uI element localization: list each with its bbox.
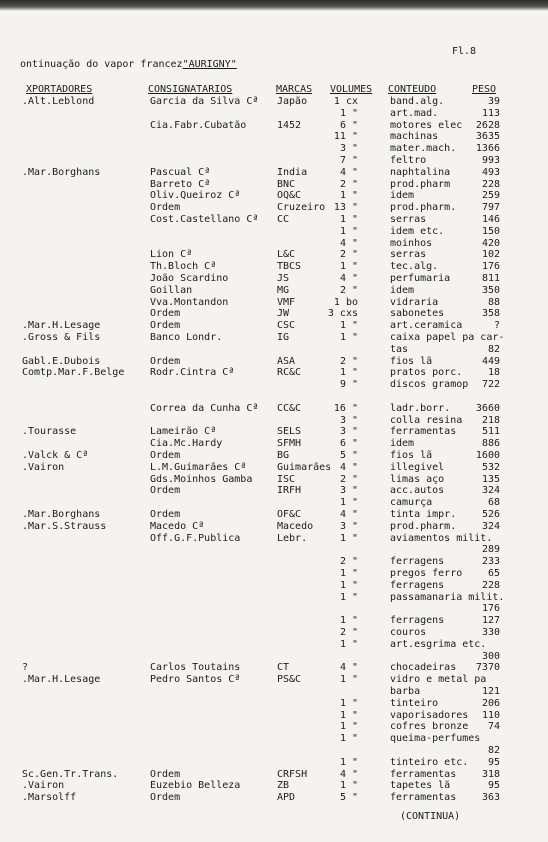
cell-volumes: 4 " <box>339 768 358 780</box>
cell-peso: 95 <box>487 756 500 768</box>
cell-conteudo: art.ceramica <box>390 320 463 332</box>
cell-volumes: 1 " <box>339 674 358 686</box>
cell-marca: PS&C <box>277 674 302 686</box>
cell-conteudo: moinhos <box>390 237 433 249</box>
cell-marca: 1452 <box>277 119 302 131</box>
continua-note: (CONTINUA) <box>400 811 461 822</box>
cell-conteudo: perfumaria <box>390 273 451 284</box>
cell-marca: IG <box>277 332 290 343</box>
cell-conteudo: vidraria <box>390 296 439 308</box>
cell-volumes: 1 cx <box>333 96 358 107</box>
cell-marca: OF&C <box>277 509 302 520</box>
col-header-exportadores: XPORTADORES <box>26 84 93 95</box>
cell-volumes: 3 " <box>339 414 358 426</box>
col-header-marcas: MARCAS <box>276 84 313 95</box>
cell-consignatario: Rodr.Cintra Cª <box>150 367 235 379</box>
cell-volumes: 1 " <box>339 756 358 768</box>
cell-conteudo: aviamentos milit. <box>390 532 493 544</box>
cell-conteudo: tinteiro <box>390 697 439 709</box>
cell-volumes: 7 " <box>339 155 358 166</box>
cell-peso: 110 <box>481 709 500 721</box>
cell-peso: 176 <box>481 261 500 273</box>
cell-volumes: 2 " <box>339 556 358 568</box>
cell-exportador: .Mar.H.Lesage <box>22 674 101 686</box>
cell-marca: CSC <box>277 320 296 332</box>
cell-consignatario: Th.Bloch Cª <box>150 261 217 273</box>
cell-marca: APD <box>277 792 296 804</box>
cell-volumes: 2 " <box>339 473 358 485</box>
cell-conteudo: feltro <box>390 155 427 166</box>
cell-marca: Lebr. <box>277 532 308 544</box>
cell-peso: 121 <box>481 686 500 697</box>
cell-conteudo: vaporisadores <box>390 709 469 721</box>
cell-exportador: .Vairon <box>22 780 65 792</box>
cell-volumes: 9 " <box>339 379 358 391</box>
cell-conteudo: couros <box>390 627 427 638</box>
cell-volumes: 4 " <box>339 237 358 249</box>
cell-volumes: 1 " <box>339 497 358 509</box>
cell-conteudo: mater.mach. <box>390 143 457 155</box>
cell-marca: MG <box>277 284 290 296</box>
cell-marca: Macedo <box>277 520 314 532</box>
cell-peso: 233 <box>481 556 500 568</box>
cell-conteudo: cofres bronze <box>390 721 469 733</box>
cell-marca: SELS <box>277 426 302 438</box>
cell-conteudo: tec.alg. <box>390 261 439 273</box>
cell-peso: 228 <box>481 579 500 591</box>
cell-volumes: 3 cxs <box>327 308 358 320</box>
cell-conteudo: barba <box>390 686 421 697</box>
cell-consignatario: Ordem <box>150 509 181 520</box>
cell-conteudo: fios lã <box>390 355 433 367</box>
cell-conteudo: band.alg. <box>390 96 445 107</box>
cell-peso: 206 <box>481 697 500 709</box>
cell-volumes: 16 " <box>333 402 358 414</box>
cell-exportador: .Mar.S.Strauss <box>22 520 107 532</box>
cell-conteudo: colla resina <box>390 414 463 426</box>
cell-peso: 358 <box>481 308 500 320</box>
cell-conteudo: acc.autos <box>390 485 445 497</box>
cell-peso: 82 <box>487 343 500 355</box>
cell-volumes: 11 " <box>333 131 358 143</box>
cell-exportador: .Valck & Cª <box>22 450 89 461</box>
cell-conteudo: ferragens <box>390 579 445 591</box>
cell-volumes: 2 " <box>339 355 358 367</box>
cell-consignatario: Cia.Fabr.Cubatão <box>150 119 247 131</box>
cell-marca: RC&C <box>277 367 302 379</box>
cell-conteudo: ferramentas <box>390 426 457 438</box>
cell-marca: Cruzeiro <box>277 202 326 214</box>
cell-conteudo: camurça <box>390 497 433 509</box>
cell-consignatario: João Scardino <box>150 273 229 284</box>
cell-marca: JW <box>277 308 290 320</box>
cell-volumes: 1 " <box>339 697 358 709</box>
cell-conteudo: ferragens <box>390 615 445 627</box>
cell-peso: 2628 <box>475 119 500 131</box>
cell-peso: 511 <box>481 426 500 438</box>
cell-peso: 886 <box>481 438 500 450</box>
cell-consignatario: Lameirão Cª <box>150 426 217 438</box>
cell-peso: 420 <box>481 237 500 249</box>
cell-conteudo: chocadeiras <box>390 662 457 674</box>
ship-name: "AURIGNY" <box>182 59 237 70</box>
cell-conteudo: caixa papel pa car- <box>390 332 505 343</box>
cell-peso: ? <box>493 320 500 332</box>
cell-conteudo: fios lã <box>390 450 433 461</box>
cell-marca: SFMH <box>277 438 302 450</box>
cell-exportador: Sc.Gen.Tr.Trans. <box>22 768 119 780</box>
cell-volumes: 1 " <box>339 190 358 202</box>
cell-volumes: 5 " <box>339 792 358 804</box>
cell-volumes: 4 " <box>339 461 358 473</box>
cell-volumes: 1 " <box>339 733 358 745</box>
cell-consignatario: Cost.Castellano Cª <box>150 214 259 225</box>
cell-conteudo: serras <box>390 214 427 225</box>
cell-exportador: .Mar.H.Lesage <box>22 320 101 332</box>
cell-consignatario: L.M.Guimarães Cª <box>150 461 247 473</box>
cell-volumes: 1 " <box>339 532 358 544</box>
cell-consignatario: Garcia da Silva Cª <box>150 96 259 107</box>
cell-consignatario: Ordem <box>150 450 181 461</box>
cell-peso: 127 <box>481 615 500 627</box>
cell-peso: 3660 <box>475 402 500 414</box>
folio-number: Fl.8 <box>452 46 477 57</box>
cell-peso: 318 <box>481 768 500 780</box>
cell-consignatario: Gds.Moinhos Gamba <box>150 473 253 485</box>
cell-consignatario: Carlos Toutains <box>150 662 241 674</box>
cell-conteudo: sabonetes <box>390 308 445 320</box>
cell-exportador: .Marsolff <box>22 792 77 804</box>
cell-volumes: 1 " <box>339 709 358 721</box>
cell-consignatario: Ordem <box>150 355 181 367</box>
cell-marca: India <box>277 166 308 178</box>
cell-conteudo: tinteiro etc. <box>390 756 469 768</box>
cell-consignatario: Macedo Cª <box>150 520 205 532</box>
cell-marca: CC <box>277 214 290 225</box>
cell-peso: 218 <box>481 414 500 426</box>
cell-peso: 95 <box>487 780 500 792</box>
cell-peso: 65 <box>487 568 500 579</box>
cell-peso: 7370 <box>475 662 500 674</box>
cell-consignatario: Off.G.F.Publica <box>150 532 241 544</box>
page-heading <box>20 59 237 70</box>
cell-conteudo: discos gramop <box>390 379 469 391</box>
cell-peso: 82 <box>487 745 500 756</box>
cell-peso: 526 <box>481 509 500 520</box>
cell-consignatario: Barreto Cª <box>150 178 211 190</box>
cell-consignatario: Ordem <box>150 320 181 332</box>
cell-conteudo: serras <box>390 249 427 261</box>
cell-volumes: 2 " <box>339 284 358 296</box>
cell-peso: 150 <box>481 225 500 237</box>
cell-marca: CT <box>277 662 290 674</box>
cell-volumes: 6 " <box>339 438 358 450</box>
cell-peso: 1366 <box>475 143 500 155</box>
cell-conteudo: pregos ferro <box>390 568 463 579</box>
cell-peso: 363 <box>481 792 500 804</box>
cell-volumes: 13 " <box>333 202 358 214</box>
cell-peso: 449 <box>481 355 500 367</box>
cell-volumes: 1 bo <box>333 296 358 308</box>
cell-marca: BNC <box>277 178 296 190</box>
cell-consignatario: Oliv.Queiroz Cª <box>150 190 241 202</box>
cell-conteudo: motores elec <box>390 119 463 131</box>
cell-exportador: .Tourasse <box>22 426 77 438</box>
cell-peso: 18 <box>487 367 500 379</box>
cell-conteudo: prod.pharm <box>390 178 451 190</box>
cell-volumes: 4 " <box>339 509 358 520</box>
cell-peso: 102 <box>481 249 500 261</box>
cell-peso: 289 <box>481 544 500 556</box>
cell-marca: Japão <box>277 96 308 107</box>
cell-peso: 532 <box>481 461 500 473</box>
cell-volumes: 3 " <box>339 520 358 532</box>
cell-peso: 113 <box>481 107 500 119</box>
cell-marca: ASA <box>277 355 296 367</box>
cell-consignatario: Goillan <box>150 284 193 296</box>
cell-volumes: 1 " <box>339 615 358 627</box>
cell-conteudo: limas aço <box>390 473 445 485</box>
cell-marca: ZB <box>277 780 290 792</box>
col-header-conteudo: CONTEUDO <box>388 84 437 95</box>
col-header-consignatarios: CONSIGNATARIOS <box>148 84 233 95</box>
cell-consignatario: Lion Cª <box>150 249 193 261</box>
cell-consignatario: Euzebio Belleza <box>150 780 241 792</box>
cell-conteudo: prod.pharm. <box>390 202 457 214</box>
cell-conteudo: idem <box>390 284 415 296</box>
cell-peso: 68 <box>487 497 500 509</box>
cell-peso: 88 <box>487 296 500 308</box>
cell-volumes: 2 " <box>339 249 358 261</box>
cell-volumes: 4 " <box>339 662 358 674</box>
heading-text: ontinuação do vapor francez <box>20 59 183 70</box>
cell-peso: 324 <box>481 520 500 532</box>
cell-exportador: Comtp.Mar.F.Belge <box>22 367 125 379</box>
cell-volumes: 6 " <box>339 119 358 131</box>
cell-marca: CC&C <box>277 402 302 414</box>
cell-volumes: 1 " <box>339 225 358 237</box>
cell-conteudo: ferramentas <box>390 768 457 780</box>
cell-marca: JS <box>277 273 290 284</box>
cell-consignatario: Ordem <box>150 485 181 497</box>
cell-peso: 797 <box>481 202 500 214</box>
cell-consignatario: Ordem <box>150 792 181 804</box>
cell-peso: 350 <box>481 284 500 296</box>
cell-peso: 3635 <box>475 131 500 143</box>
cell-conteudo: illegivel <box>390 461 445 473</box>
cell-volumes: 1 " <box>339 721 358 733</box>
cell-exportador: .Mar.Borghans <box>22 166 101 178</box>
cell-exportador: .Mar.Borghans <box>22 509 101 520</box>
cell-conteudo: naphtalina <box>390 166 451 178</box>
cell-conteudo: prod.pharm. <box>390 520 457 532</box>
cell-consignatario: Ordem <box>150 308 181 320</box>
cell-marca: VMF <box>277 296 296 308</box>
cell-marca: Guimarães <box>277 461 332 473</box>
cell-volumes: 1 " <box>339 367 358 379</box>
cell-conteudo: machinas <box>390 131 439 143</box>
cell-marca: CRFSH <box>277 768 308 780</box>
cell-volumes: 3 " <box>339 426 358 438</box>
cell-exportador: .Alt.Leblond <box>22 96 95 107</box>
cell-marca: L&C <box>277 249 296 261</box>
cell-volumes: 1 " <box>339 332 358 343</box>
cell-volumes: 3 " <box>339 485 358 497</box>
cell-consignatario: Correa da Cunha Cª <box>150 402 259 414</box>
cell-consignatario: Banco Londr. <box>150 332 223 343</box>
cell-exportador: ? <box>22 662 29 674</box>
cell-peso: 1600 <box>475 450 500 461</box>
cell-volumes: 5 " <box>339 450 358 461</box>
cell-peso: 300 <box>481 650 500 662</box>
cell-consignatario: Vva.Montandon <box>150 296 229 308</box>
cell-volumes: 1 " <box>339 568 358 579</box>
cell-volumes: 3 " <box>339 143 358 155</box>
cell-peso: 74 <box>487 721 500 733</box>
cell-conteudo: tapetes lã <box>390 780 451 792</box>
cell-volumes: 1 " <box>339 780 358 792</box>
cell-marca: IRFH <box>277 485 302 497</box>
cell-volumes: 1 " <box>339 320 358 332</box>
cell-exportador: .Gross & Fils <box>22 332 101 343</box>
cell-conteudo: tas <box>390 343 409 355</box>
cell-volumes: 1 " <box>339 261 358 273</box>
cell-peso: 146 <box>481 214 500 225</box>
cell-volumes: 1 " <box>339 107 358 119</box>
cell-peso: 259 <box>481 190 500 202</box>
scan-top-edge <box>0 0 548 11</box>
cell-peso: 39 <box>487 96 500 107</box>
cell-conteudo: pratos porc. <box>390 367 463 379</box>
cell-peso: 993 <box>481 155 500 166</box>
cell-volumes: 1 " <box>339 579 358 591</box>
cell-conteudo: idem etc. <box>390 225 445 237</box>
cell-marca: ISC <box>277 473 296 485</box>
cell-conteudo: idem <box>390 190 415 202</box>
cell-conteudo: vidro e metal pa <box>390 674 487 686</box>
cell-peso: 722 <box>481 379 500 391</box>
col-header-peso: PESO <box>472 84 497 95</box>
cell-consignatario: Ordem <box>150 768 181 780</box>
cell-marca: OQ&C <box>277 190 302 202</box>
cell-peso: 493 <box>481 166 500 178</box>
cell-conteudo: passamanaria milit. <box>390 591 505 603</box>
cell-volumes: 1 " <box>339 591 358 603</box>
cell-conteudo: tinta impr. <box>390 509 457 520</box>
cell-conteudo: ferramentas <box>390 792 457 804</box>
cell-consignatario: Ordem <box>150 202 181 214</box>
cell-conteudo: art.mad. <box>390 107 439 119</box>
cell-peso: 228 <box>481 178 500 190</box>
cell-exportador: Gabl.E.Dubois <box>22 355 101 367</box>
cell-volumes: 4 " <box>339 273 358 284</box>
cell-peso: 135 <box>481 473 500 485</box>
col-header-volumes: VOLUMES <box>330 84 373 95</box>
cell-conteudo: ladr.borr. <box>390 402 451 414</box>
cell-conteudo: ferragens <box>390 556 445 568</box>
cell-consignatario: Pascual Cª <box>150 166 211 178</box>
cell-peso: 176 <box>481 603 500 615</box>
cell-conteudo: queima-perfumes <box>390 733 481 745</box>
cell-conteudo: art.esgrima etc. <box>390 638 487 650</box>
cell-volumes: 1 " <box>339 214 358 225</box>
cell-volumes: 4 " <box>339 166 358 178</box>
cell-peso: 811 <box>481 273 500 284</box>
cell-volumes: 2 " <box>339 627 358 638</box>
cell-conteudo: idem <box>390 438 415 450</box>
cell-peso: 330 <box>481 627 500 638</box>
cell-exportador: .Vairon <box>22 461 65 473</box>
cell-marca: TBCS <box>277 261 302 273</box>
cell-volumes: 1 " <box>339 638 358 650</box>
cell-marca: BG <box>277 450 290 461</box>
cell-consignatario: Cia.Mc.Hardy <box>150 438 223 450</box>
cell-peso: 324 <box>481 485 500 497</box>
cell-consignatario: Pedro Santos Cª <box>150 674 241 686</box>
cell-volumes: 2 " <box>339 178 358 190</box>
